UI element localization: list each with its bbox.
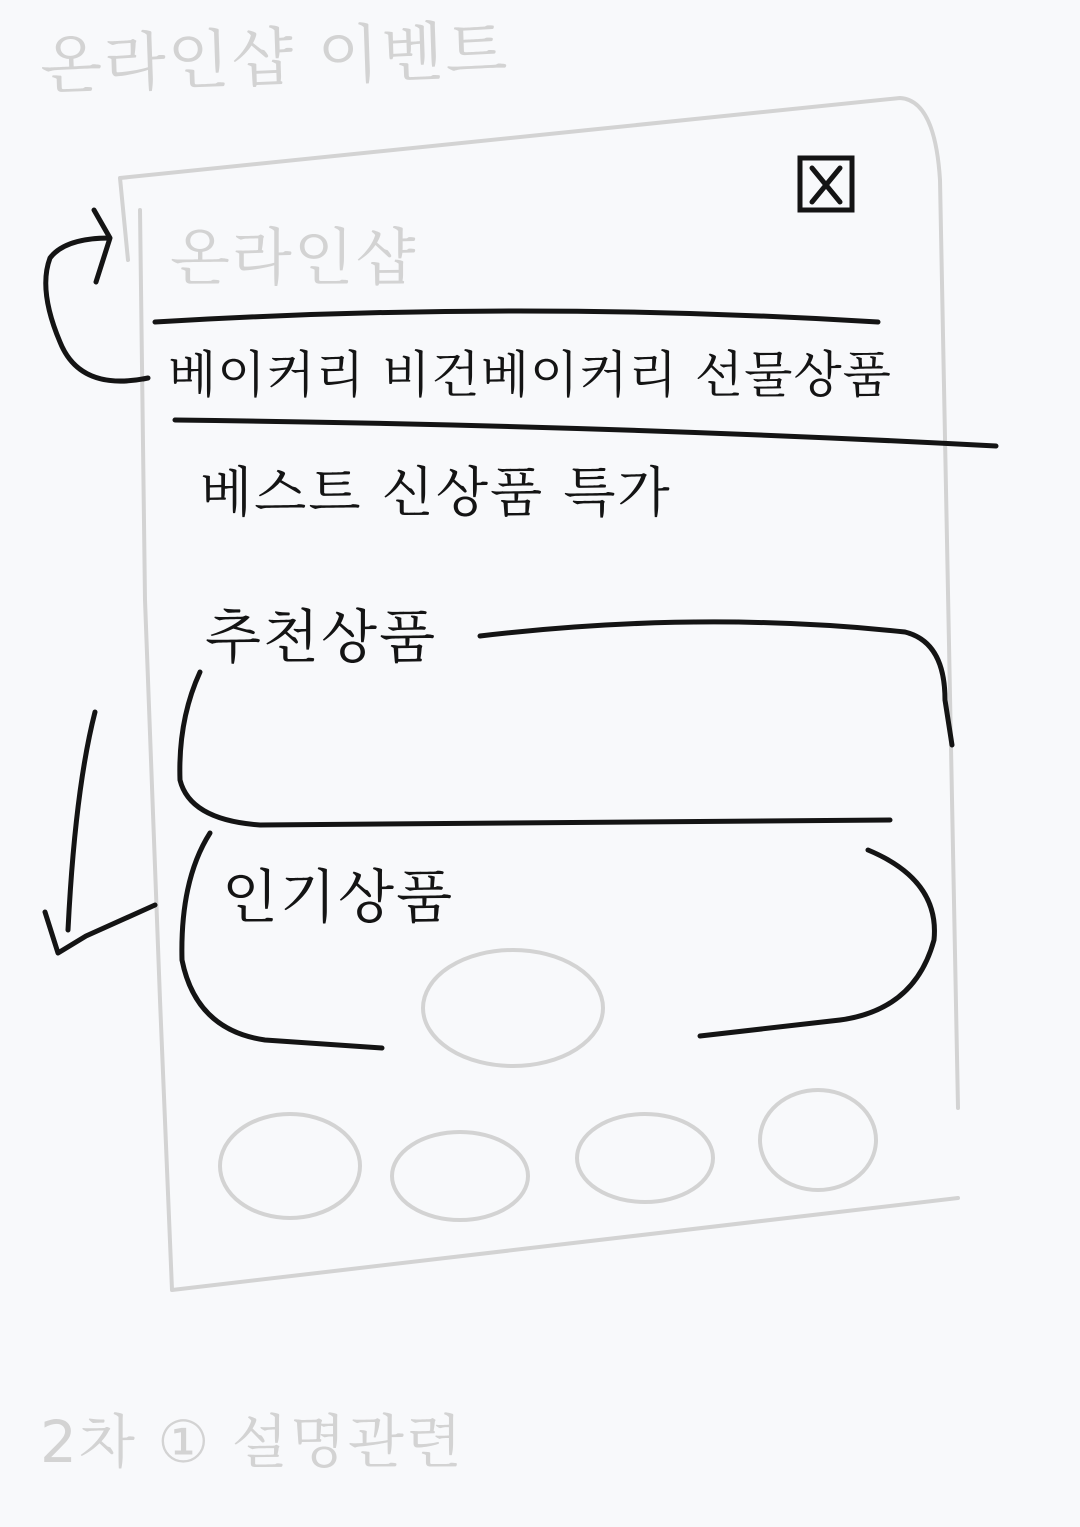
logo[interactable]: 온라인샵 xyxy=(170,221,418,294)
nav-top-line xyxy=(155,311,878,322)
section-popular-title: 인기상품 xyxy=(222,863,455,931)
section-recommended-title: 추천상품 xyxy=(205,603,438,671)
bottom-product-circle[interactable] xyxy=(220,1114,360,1218)
nav-annotation-arrow-icon xyxy=(46,210,148,381)
nav-menu[interactable]: 베이커리 비건베이커리 선물상품 xyxy=(168,346,892,404)
footer-note: 2차 ① 설명관련 xyxy=(40,1408,464,1476)
page-title: 온라인샵 이벤트 xyxy=(38,13,511,104)
scroll-down-arrow-icon xyxy=(45,712,155,953)
bottom-product-circle[interactable] xyxy=(392,1132,528,1220)
submenu[interactable]: 베스트 신상품 특가 xyxy=(200,461,672,524)
popular-product-circle[interactable] xyxy=(423,950,603,1066)
bottom-product-circle[interactable] xyxy=(577,1114,713,1202)
bottom-product-circle[interactable] xyxy=(760,1090,876,1190)
nav-bottom-line xyxy=(175,420,996,446)
close-icon[interactable] xyxy=(800,158,852,210)
